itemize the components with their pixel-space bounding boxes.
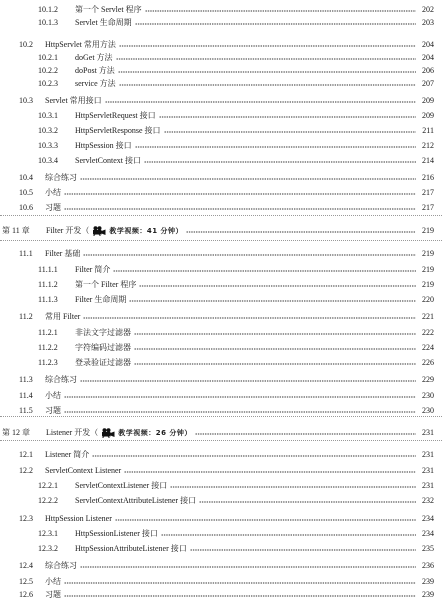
toc-page-number: 226 [422,358,434,367]
video-camera-icon [92,226,106,236]
toc-entry-title: 习题 [45,590,61,599]
toc-entry-number: 10.2.3 [38,79,58,88]
toc-entry-title [46,225,184,236]
toc-entry-number: 10.2 [19,40,33,49]
toc-entry[interactable] [0,465,434,476]
toc-entry-number: 第 12 章 [2,428,30,437]
toc-page-number: 207 [422,79,434,88]
toc-page-number: 212 [422,141,434,150]
toc-entry-number: 10.5 [19,188,33,197]
toc-leader-dots [190,545,416,551]
toc-entry-number: 12.3 [19,514,33,523]
toc-entry[interactable] [0,480,434,491]
chapter-separator [0,215,442,216]
toc-entry-title: Servlet 常用接口 [45,96,102,105]
toc-leader-dots [64,392,416,398]
toc-leader-dots [64,591,416,597]
toc-chapter-entry[interactable] [0,225,434,236]
toc-entry-number: 10.1.3 [38,18,58,27]
toc-page-number: 219 [422,226,434,235]
toc-entry[interactable] [0,390,434,401]
toc-entry-title: 第一个 Filter 程序 [75,280,137,289]
toc-page-number: 217 [422,188,434,197]
toc-entry[interactable] [0,495,434,506]
toc-entry-number: 10.3.3 [38,141,58,150]
toc-entry-title: 小结 [45,577,61,586]
toc-entry-title: 字符编码过滤器 [75,343,131,352]
toc-page-number: 216 [422,173,434,182]
toc-leader-dots [139,281,416,287]
toc-entry-title: HttpServletResponse 接口 [75,126,161,135]
toc-page-number: 229 [422,375,434,384]
toc-leader-dots [124,467,416,473]
toc-entry[interactable] [0,187,434,198]
toc-entry-title: Filter 生命周期 [75,295,127,304]
toc-page-number: 209 [422,96,434,105]
toc-leader-dots [134,329,416,335]
toc-entry[interactable] [0,39,434,50]
toc-entry-title: HttpSession Listener [45,514,112,523]
toc-entry[interactable] [0,248,434,259]
toc-entry[interactable] [0,357,434,368]
toc-entry-title: 小结 [45,188,61,197]
toc-entry[interactable] [0,311,434,322]
video-camera-icon [101,428,115,438]
toc-entry[interactable] [0,52,434,63]
toc-entry-number: 第 11 章 [2,226,30,235]
toc-page-number: 231 [422,466,434,475]
toc-entry-title: 非法文字过滤器 [75,328,131,337]
toc-entry-title-text: Listener 开发（ [46,428,99,437]
toc-entry-title: HttpSessionAttributeListener 接口 [75,544,187,553]
toc-page-number: 204 [422,40,434,49]
toc-entry-number: 10.3.4 [38,156,58,165]
toc-entry[interactable] [0,202,434,213]
toc-entry-title: HttpServletRequest 接口 [75,111,156,120]
toc-entry-number: 10.2.1 [38,53,58,62]
toc-page-number: 206 [422,66,434,75]
toc-entry-title: service 方法 [75,79,116,88]
toc-page-number: 221 [422,312,434,321]
toc-leader-dots [80,376,416,382]
chapter-separator [0,416,442,417]
toc-page-number: 219 [422,280,434,289]
toc-entry-number: 10.1.2 [38,5,58,14]
toc-page-number: 236 [422,561,434,570]
toc-entry-number: 12.3.2 [38,544,58,553]
toc-entry-title: doPost 方法 [75,66,115,75]
toc-entry-number: 10.3.2 [38,126,58,135]
toc-page-number: 234 [422,529,434,538]
chapter-separator [0,240,442,241]
toc-entry[interactable] [0,140,434,151]
toc-entry[interactable] [0,78,434,89]
toc-entry-number: 12.2.1 [38,481,58,490]
toc-leader-dots [92,451,416,457]
toc-leader-dots [170,482,416,488]
toc-chapter-entry[interactable] [0,427,434,438]
chapter-separator [0,440,442,441]
toc-page-number: 209 [422,111,434,120]
toc-page-number: 214 [422,156,434,165]
toc-entry-number: 10.2.2 [38,66,58,75]
toc-leader-dots [144,157,416,163]
toc-entry[interactable] [0,110,434,121]
toc-leader-dots [199,497,416,503]
toc-leader-dots [134,359,416,365]
toc-entry-title: Servlet 生命周期 [75,18,132,27]
toc-entry-title: HttpSession 接口 [75,141,132,150]
toc-entry-number: 12.4 [19,561,33,570]
toc-page-number: 239 [422,590,434,599]
toc-leader-dots [119,80,416,86]
toc-page-number: 211 [422,126,434,135]
toc-entry-number: 11.2.3 [38,358,58,367]
toc-entry[interactable] [0,543,434,554]
toc-entry-title: Filter 基础 [45,249,81,258]
toc-entry[interactable] [0,294,434,305]
toc-entry-title: HttpSessionListener 接口 [75,529,158,538]
toc-leader-dots [105,97,416,103]
toc-leader-dots [64,204,416,210]
toc-entry[interactable] [0,374,434,385]
toc-page-number: 234 [422,514,434,523]
toc-page-number: 219 [422,265,434,274]
toc-video-duration: 教学视频：26 分钟） [118,428,192,437]
toc-entry-number: 11.4 [19,391,33,400]
toc-entry[interactable] [0,95,434,106]
toc-entry-number: 10.3 [19,96,33,105]
toc-page-number: 203 [422,18,434,27]
toc-leader-dots [64,189,416,195]
toc-entry[interactable] [0,17,434,28]
toc-page-number: 231 [422,481,434,490]
toc-entry-number: 12.5 [19,577,33,586]
toc-entry-number: 11.2.1 [38,328,58,337]
toc-entry[interactable] [0,528,434,539]
toc-leader-dots [83,250,416,256]
toc-entry[interactable] [0,449,434,460]
toc-page-number: 222 [422,328,434,337]
toc-entry-number: 11.1 [19,249,33,258]
toc-entry-number: 11.5 [19,406,33,415]
toc-entry[interactable] [0,560,434,571]
toc-entry[interactable] [0,279,434,290]
toc-entry-number: 12.3.1 [38,529,58,538]
toc-entry-number: 11.2 [19,312,33,321]
toc-page-number: 239 [422,577,434,586]
toc-entry-title: ServletContextListener 接口 [75,481,168,490]
toc-leader-dots [135,142,416,148]
toc-page-number: 220 [422,295,434,304]
toc-leader-dots [64,407,416,413]
toc-leader-dots [161,530,416,536]
toc-leader-dots [83,313,416,319]
toc-entry[interactable] [0,65,434,76]
toc-entry[interactable] [0,513,434,524]
toc-page-number: 231 [422,428,434,437]
toc-entry[interactable] [0,172,434,183]
toc-entry-title: 习题 [45,406,61,415]
toc-entry[interactable] [0,125,434,136]
toc-entry-title: 登录验证过滤器 [75,358,131,367]
toc-leader-dots [80,562,416,568]
toc-entry[interactable] [0,155,434,166]
toc-entry-number: 11.1.2 [38,280,58,289]
toc-entry-number: 12.6 [19,590,33,599]
toc-page-number: 230 [422,406,434,415]
toc-entry-title: 习题 [45,203,61,212]
toc-leader-dots [145,6,416,12]
toc-page-number: 224 [422,343,434,352]
toc-entry-title [46,427,193,438]
toc-entry-title: ServletContextAttributeListener 接口 [75,496,197,505]
toc-leader-dots [116,54,416,60]
toc-entry[interactable] [0,589,434,600]
toc-page-number: 235 [422,544,434,553]
toc-page-number: 202 [422,5,434,14]
toc-entry-number: 11.1.3 [38,295,58,304]
toc-entry-number: 11.2.2 [38,343,58,352]
toc-entry[interactable] [0,264,434,275]
toc-leader-dots [186,227,416,233]
toc-page-number: 232 [422,496,434,505]
toc-entry-title: 第一个 Servlet 程序 [75,5,142,14]
toc-leader-dots [129,296,416,302]
toc-entry-title-text: Filter 开发（ [46,226,90,235]
toc-entry-number: 10.3.1 [38,111,58,120]
toc-leader-dots [135,19,416,25]
toc-entry-title: Filter 简介 [75,265,111,274]
toc-leader-dots [64,578,416,584]
toc-leader-dots [115,515,416,521]
toc-entry[interactable] [0,576,434,587]
toc-entry-title: 小结 [45,391,61,400]
toc-leader-dots [118,67,416,73]
toc-page-number: 204 [422,53,434,62]
toc-entry[interactable] [0,405,434,416]
toc-entry-title: ServletContext Listener [45,466,122,475]
toc-entry-title: doGet 方法 [75,53,113,62]
toc-leader-dots [80,174,416,180]
toc-leader-dots [195,429,416,435]
toc-entry[interactable] [0,327,434,338]
toc-page-number: 219 [422,249,434,258]
toc-entry-number: 11.3 [19,375,33,384]
toc-page-number: 231 [422,450,434,459]
toc-entry-title: 综合练习 [45,173,77,182]
toc-entry-title: HttpServlet 常用方法 [45,40,116,49]
toc-entry-number: 12.1 [19,450,33,459]
toc-entry-number: 12.2 [19,466,33,475]
toc-video-duration: 教学视频：41 分钟） [109,226,184,235]
toc-entry[interactable] [0,4,434,15]
toc-entry-title: 综合练习 [45,375,77,384]
toc-entry-number: 10.4 [19,173,33,182]
toc-page-number: 230 [422,391,434,400]
toc-leader-dots [159,112,416,118]
toc-entry-title: Listener 简介 [45,450,90,459]
toc-leader-dots [119,41,416,47]
toc-entry-title: 综合练习 [45,561,77,570]
toc-entry-title: ServletContext 接口 [75,156,141,165]
toc-entry-number: 12.2.2 [38,496,58,505]
toc-entry-number: 11.1.1 [38,265,58,274]
toc-entry-title: 常用 Filter [45,312,81,321]
toc-entry-number: 10.6 [19,203,33,212]
toc-leader-dots [113,266,416,272]
toc-entry[interactable] [0,342,434,353]
toc-leader-dots [164,127,416,133]
toc-page-number: 217 [422,203,434,212]
toc-leader-dots [134,344,416,350]
